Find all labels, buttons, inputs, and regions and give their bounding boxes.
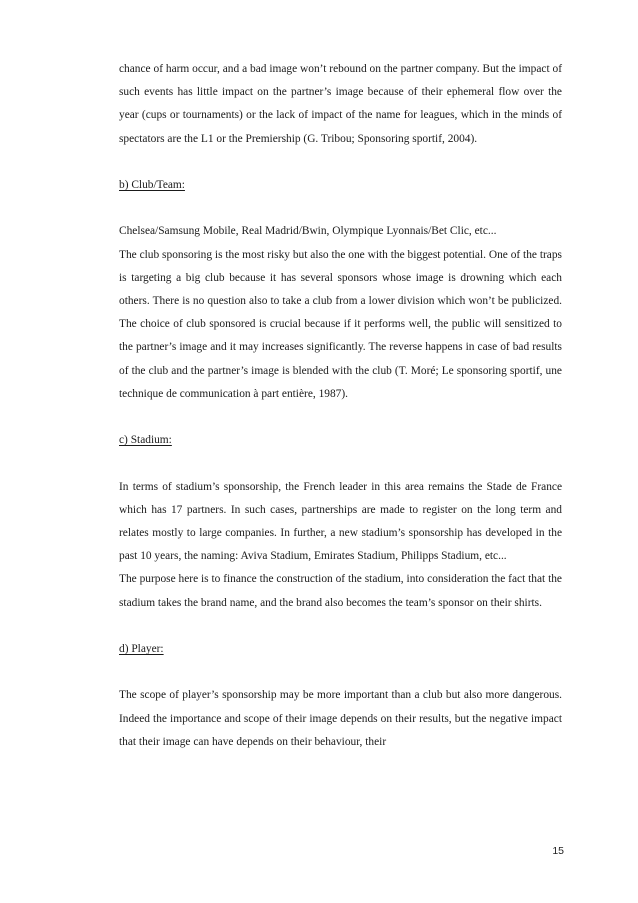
intro-paragraph: chance of harm occur, and a bad image won’t rebound on the partner company. But the impact of such events has little impact on the partner’s image because of their ephemeral flow over the year (cups or tournaments) or the lack of impact of the name for leagues, which in the minds of spectators are the L1 or the Premiership (G. Tribou; Sponsoring sportif, 2004). xyxy=(119,63,562,145)
page-number: 15 xyxy=(552,845,564,857)
club-examples-paragraph: Chelsea/Samsung Mobile, Real Madrid/Bwin, Olympique Lyonnais/Bet Clic, etc... xyxy=(119,225,497,238)
paragraph-gap xyxy=(119,406,562,429)
heading-player: d) Player: xyxy=(119,643,164,655)
heading-stadium: c) Stadium: xyxy=(119,434,172,447)
paragraph-gap xyxy=(119,661,562,684)
paragraph-gap xyxy=(119,197,562,220)
paragraph-gap xyxy=(119,452,562,475)
paragraph-gap xyxy=(119,615,562,638)
page-content xyxy=(119,58,562,754)
stadium-body-paragraph: In terms of stadium’s sponsorship, the French leader in this area remains the Stade de France which has 17 partners. In such cases, partnerships are made to register on the long term and relates mostly to large companies. In further, a new stadium’s sponsorship has developed in the past 10 years, the naming: Aviva Stadium, Emirates Stadium, Philipps Stadium, etc... xyxy=(119,480,562,563)
stadium-purpose-paragraph: The purpose here is to finance the construction of the stadium, into consideration the fact that the stadium takes the brand name, and the brand also becomes the team’s sponsor on their shirts. xyxy=(119,573,562,609)
heading-club-team: b) Club/Team: xyxy=(119,179,185,191)
player-body-paragraph: The scope of player’s sponsorship may be more important than a club but also more dangerous. Indeed the importance and scope of their image depends on their results, but the negative impact that their image can have depends on their behaviour, their xyxy=(119,689,562,748)
paragraph-gap xyxy=(119,151,562,174)
club-body-paragraph: The club sponsoring is the most risky but also the one with the biggest potential. One of the traps is targeting a big club because it has several sponsors whose image is drowning which each others. There is no question also to take a club from a lower division which won’t be publicized. The choice of club sponsored is crucial because if it performs well, the public will sensitized to the partner’s image and it may increases significantly. The reverse happens in case of bad results of the club and the partner’s image is blended with the club (T. Moré; Le sponsoring sportif, une technique de communication à part entière, 1987). xyxy=(119,248,562,400)
